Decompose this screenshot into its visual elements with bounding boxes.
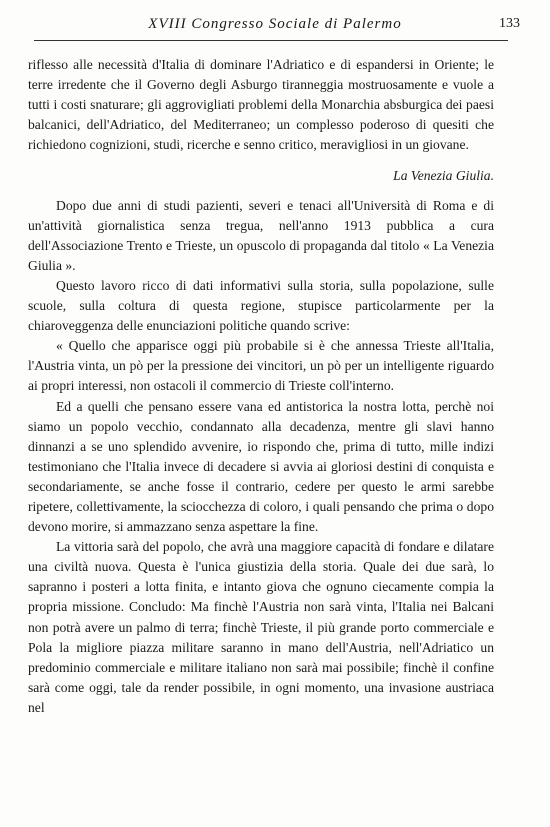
running-title: XVIII Congresso Sociale di Palermo: [148, 16, 402, 32]
paragraph: riflesso alle necessità d'Italia di dominare l'Adriatico e di espandersi in Oriente; le terre irredente che il Governo degli Asburgo tiranneggia mostruosamente e vuole a tutti i costi snaturare; gli aggrovigliati problemi della Monarchia absburgica dei paesi balcanici, dell'Adriatico, del Mediterraneo; un complesso poderoso di quesiti che richiedono cognizioni, studi, ricerche e senno critico, meravigliosi in un giovane.: [28, 57, 494, 153]
quote-paragraph: « Quello che apparisce oggi più probabile si è che annessa Trieste all'Italia, l'Austria vinta, un pò per la pressione dei vincitori, un pò per un intelligente riguardo ai propri interessi, non ostacoli il commercio di Trieste coll'interno.: [28, 338, 494, 394]
paragraph: Questo lavoro ricco di dati informativi sulla storia, sulla popolazione, sulle scuole, sulla coltura di questa regione, stupisce particolarmente per la chiaroveggenza delle enunciazioni politiche quando scrive:: [28, 277, 494, 334]
section-heading: La Venezia Giulia.: [393, 168, 494, 184]
paragraph: Dopo due anni di studi pazienti, severi e tenaci all'Università di Roma e di un'attività giornalistica senza tregua, nell'anno 1913 pubblica a cura dell'Associazione Trento e Trieste, un opuscolo di propaganda dal titolo « La Venezia Giulia ».: [28, 197, 494, 273]
page-number: 133: [499, 16, 520, 31]
quote-paragraph: Ed a quelli che pensano essere vana ed antistorica la nostra lotta, perchè noi siamo un popolo vecchio, condannato alla decadenza, mentre gli slavi hanno dinnanzi a se uno splendido avvenire, io rispondo che, prima di tutto, mille indizi testimoniano che l'Italia invece di decadere si avvia ai gloriosi destini di conquista e secondariamente, se anche fosse il contrario, cedere per questo le armi sarebbe ripetere, collettivamente, la sciocchezza di coloro, i quali pensando che prima o dopo devono morire, si ammazzano senza aspettare la fine.: [28, 398, 494, 535]
header-rule: [34, 40, 508, 41]
quote-paragraph: La vittoria sarà del popolo, che avrà una maggiore capacità di fondare e dilatare una civiltà nuova. Questa è l'unica giustizia della storia. Quale dei due sarà, lo sapranno i posteri a lotta finita, e intanto giova che ognuno ciecamente compia la propria missione. Concludo: Ma finchè l'Austria non sarà vinta, l'Italia nei Balcani non potrà avere un palmo di terra; finchè Trieste, il più grande porto commerciale e Pola la migliore piazza militare saranno in mano dell'Austria, nell'Adriatico un predominio commerciale e militare italiano non sarà mai possibile; finchè il confine sarà come oggi, tale da render possibile, in ogni momento, una invasione austriaca nel: [28, 539, 494, 715]
page-header: [30, 12, 520, 40]
body-text: [28, 55, 494, 718]
